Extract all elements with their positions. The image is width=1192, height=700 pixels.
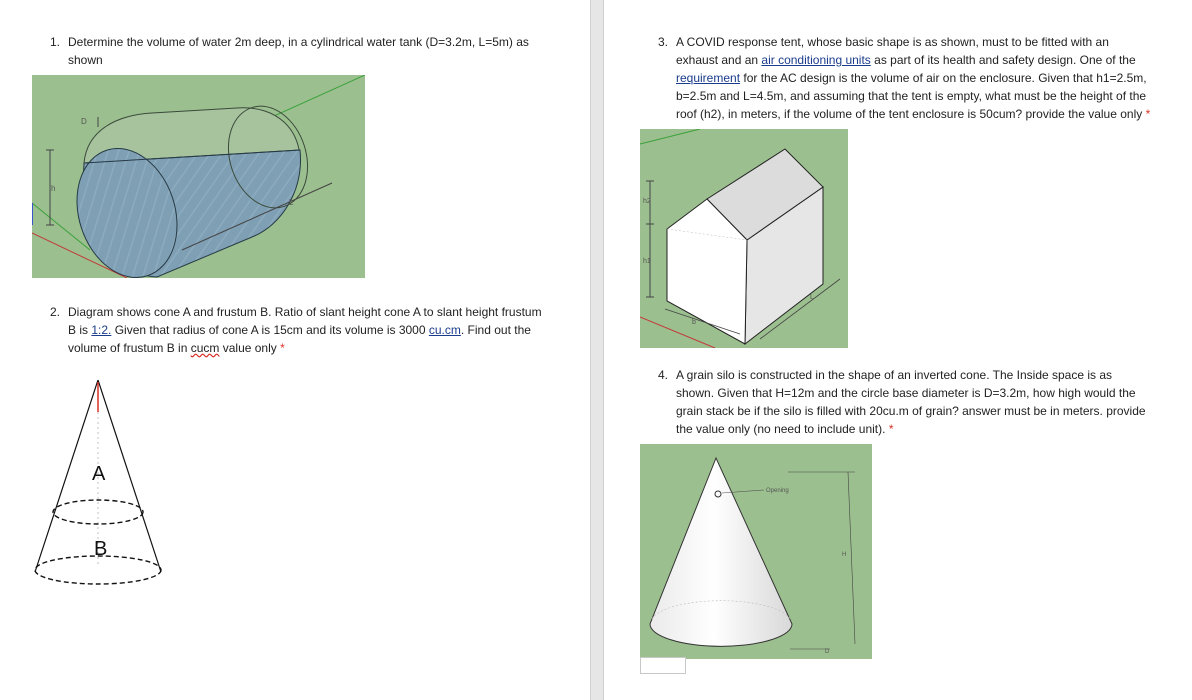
text-span: roof (h2), in meters, if the volume of the tent enclosure is 50cum? provide the value only <box>676 107 1143 121</box>
text-span: the value only (no need to include unit). <box>676 422 886 436</box>
question-line: b=2.5m and L=4.5m, and assuming that the tent is empty, what must be the height of the <box>676 89 1147 103</box>
text-span: as part of its health and safety design. One of the <box>870 53 1136 67</box>
answer-input-box[interactable] <box>640 657 686 674</box>
label-h: h <box>51 184 56 193</box>
tank-figure <box>32 75 365 278</box>
label-opening: Opening <box>766 488 789 494</box>
label-d: D <box>825 649 830 655</box>
text-span: volume of frustum B in <box>68 341 191 355</box>
text-span: . Find out the <box>460 323 531 337</box>
label-h1: h1 <box>643 258 651 265</box>
silo-figure <box>640 444 872 659</box>
question-number: 3. <box>658 35 669 49</box>
question-line: grain stack be if the silo is filled with 20cu.m of grain? answer must be in meters. provide <box>676 404 1146 418</box>
ratio-text: 1:2. <box>91 323 112 337</box>
question-line <box>676 105 1150 123</box>
label-b: b <box>692 319 696 326</box>
tent-figure <box>640 129 848 348</box>
label-d: D <box>81 117 87 126</box>
question-line: Determine the volume of water 2m deep, in a cylindrical water tank (D=3.2m, L=5m) as <box>68 35 529 49</box>
question-number: 1. <box>50 35 61 49</box>
label-a: A <box>92 463 106 485</box>
misspelled-word: cucm <box>190 341 220 355</box>
question-text <box>68 33 529 69</box>
label-l: L <box>289 198 294 207</box>
question-text <box>68 303 542 357</box>
cone-frustum-figure <box>30 372 170 592</box>
unit-link[interactable]: cu.cm <box>428 323 461 337</box>
required-asterisk: * <box>280 341 285 355</box>
label-b: B <box>94 538 108 560</box>
text-span: exhaust and an <box>676 53 762 67</box>
question-text <box>676 33 1150 123</box>
question-line: A COVID response tent, whose basic shape is as shown, must to be fitted with an <box>676 35 1109 49</box>
label-h2: h2 <box>643 198 651 205</box>
text-span: B is <box>68 323 92 337</box>
question-line <box>676 420 1146 438</box>
question-line: shown. Given that H=12m and the circle base diameter is D=3.2m, how high would the <box>676 386 1136 400</box>
question-line <box>676 51 1150 69</box>
air-conditioning-link[interactable]: air conditioning units <box>761 53 871 67</box>
text-span: Given that radius of cone A is 15cm and its volume is 3000 <box>111 323 429 337</box>
question-number: 4. <box>658 368 669 382</box>
question-number: 2. <box>50 305 61 319</box>
question-text <box>676 366 1146 438</box>
question-line <box>68 339 542 357</box>
required-asterisk: * <box>888 422 894 436</box>
question-line <box>68 321 542 339</box>
requirement-link[interactable]: requirement <box>676 71 741 85</box>
page-gutter <box>590 0 604 700</box>
label-h: H <box>842 552 847 558</box>
text-span: value only <box>219 341 277 355</box>
question-line: A grain silo is constructed in the shape of an inverted cone. The Inside space is as <box>676 368 1113 382</box>
question-line: Diagram shows cone A and frustum B. Ratio of slant height cone A to slant height frustum <box>68 305 542 319</box>
label-l: L <box>810 294 814 301</box>
question-line <box>676 69 1150 87</box>
question-line: shown <box>68 53 103 67</box>
required-asterisk: * <box>1145 107 1151 121</box>
text-span: for the AC design is the volume of air on the enclosure. Given that h1=2.5m, <box>740 71 1147 85</box>
